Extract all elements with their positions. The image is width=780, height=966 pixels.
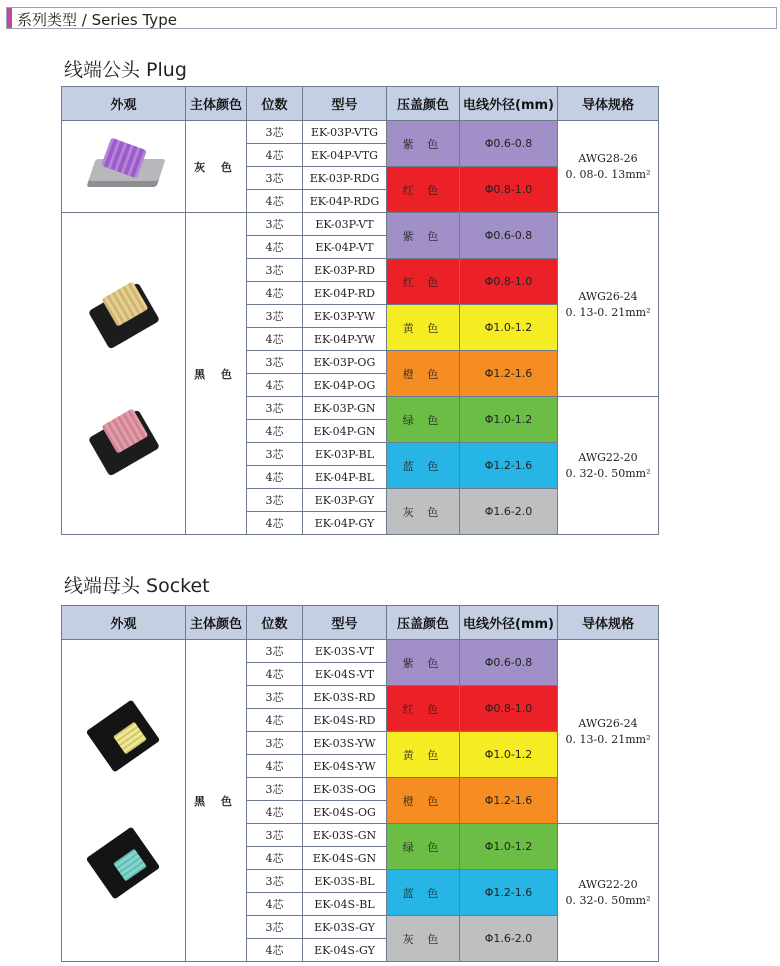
column-header: 电线外径(mm) <box>460 606 558 640</box>
wire-diameter-cell: Φ1.6-2.0 <box>460 916 558 962</box>
socket-section-title: 线端母头 Socket <box>64 575 210 597</box>
model-number-cell: EK-03P-VT <box>303 213 387 236</box>
model-number-cell: EK-04S-RD <box>303 709 387 732</box>
column-header: 位数 <box>247 606 303 640</box>
column-header: 主体颜色 <box>186 87 247 121</box>
column-header: 压盖颜色 <box>387 87 460 121</box>
pin-count-cell: 3芯 <box>247 916 303 939</box>
model-number-cell: EK-03P-RD <box>303 259 387 282</box>
wire-diameter-cell: Φ1.2-1.6 <box>460 351 558 397</box>
pin-count-cell: 4芯 <box>247 801 303 824</box>
cap-color-cell: 灰 色 <box>387 489 460 535</box>
conductor-spec-cell <box>558 121 659 213</box>
pin-count-cell: 3芯 <box>247 167 303 190</box>
plug-section-title: 线端公头 Plug <box>64 59 187 81</box>
column-header: 型号 <box>303 606 387 640</box>
pin-count-cell: 3芯 <box>247 443 303 466</box>
black-pink-plug-photo <box>89 401 159 473</box>
cap-color-cell: 紫 色 <box>387 640 460 686</box>
wire-diameter-cell: Φ0.8-1.0 <box>460 686 558 732</box>
model-number-cell: EK-04S-YW <box>303 755 387 778</box>
column-header: 外观 <box>62 606 186 640</box>
column-header: 位数 <box>247 87 303 121</box>
series-type-bar <box>6 7 777 29</box>
wire-diameter-cell: Φ0.6-0.8 <box>460 640 558 686</box>
pin-count-cell: 4芯 <box>247 328 303 351</box>
pin-count-cell: 3芯 <box>247 778 303 801</box>
model-number-cell: EK-04P-OG <box>303 374 387 397</box>
wire-diameter-cell: Φ0.8-1.0 <box>460 259 558 305</box>
model-number-cell: EK-03S-YW <box>303 732 387 755</box>
socket-spec-table <box>61 605 659 962</box>
wire-diameter-cell: Φ1.0-1.2 <box>460 305 558 351</box>
model-number-cell: EK-04S-GY <box>303 939 387 962</box>
column-header: 压盖颜色 <box>387 606 460 640</box>
cap-color-cell: 红 色 <box>387 686 460 732</box>
black-yellow-plug-photo <box>89 274 159 346</box>
series-accent-bar <box>7 8 12 28</box>
model-number-cell: EK-04P-VT <box>303 236 387 259</box>
pin-count-cell: 3芯 <box>247 213 303 236</box>
wire-diameter-cell: Φ1.2-1.6 <box>460 870 558 916</box>
conductor-spec-line: AWG22-20 <box>578 877 638 891</box>
pin-count-cell: 3芯 <box>247 686 303 709</box>
cap-color-cell: 红 色 <box>387 167 460 213</box>
conductor-spec-cell <box>558 640 659 824</box>
cap-color-cell: 红 色 <box>387 259 460 305</box>
wire-diameter-cell: Φ0.8-1.0 <box>460 167 558 213</box>
pin-count-cell: 4芯 <box>247 236 303 259</box>
cap-color-cell: 紫 色 <box>387 121 460 167</box>
wire-diameter-cell: Φ0.6-0.8 <box>460 213 558 259</box>
wire-diameter-cell: Φ1.0-1.2 <box>460 824 558 870</box>
pin-count-cell: 3芯 <box>247 732 303 755</box>
model-number-cell: EK-04P-RDG <box>303 190 387 213</box>
model-number-cell: EK-04S-VT <box>303 663 387 686</box>
header-row <box>62 87 659 121</box>
model-number-cell: EK-03P-BL <box>303 443 387 466</box>
pin-count-cell: 3芯 <box>247 351 303 374</box>
cap-color-cell: 蓝 色 <box>387 870 460 916</box>
column-header: 电线外径(mm) <box>460 87 558 121</box>
column-header: 型号 <box>303 87 387 121</box>
body-color-cell: 黑 色 <box>186 640 247 962</box>
product-image-cell <box>62 121 186 213</box>
conductor-spec-line: 0. 08-0. 13mm² <box>565 167 651 181</box>
pin-count-cell: 3芯 <box>247 870 303 893</box>
black-yellow-socket-photo <box>87 701 161 773</box>
model-number-cell: EK-03P-YW <box>303 305 387 328</box>
model-number-cell: EK-04P-BL <box>303 466 387 489</box>
model-number-cell: EK-03P-GY <box>303 489 387 512</box>
wire-diameter-cell: Φ1.2-1.6 <box>460 778 558 824</box>
model-number-cell: EK-04P-VTG <box>303 144 387 167</box>
model-number-cell: EK-04S-OG <box>303 801 387 824</box>
model-number-cell: EK-04P-GN <box>303 420 387 443</box>
body-color-cell: 灰 色 <box>186 121 247 213</box>
conductor-spec-line: 0. 32-0. 50mm² <box>565 466 651 480</box>
model-number-cell: EK-04S-GN <box>303 847 387 870</box>
cap-color-cell: 绿 色 <box>387 824 460 870</box>
body-color-cell: 黑 色 <box>186 213 247 535</box>
conductor-spec-cell <box>558 824 659 962</box>
pin-count-cell: 4芯 <box>247 374 303 397</box>
pin-count-cell: 4芯 <box>247 755 303 778</box>
table-row <box>62 640 659 663</box>
model-number-cell: EK-03S-GY <box>303 916 387 939</box>
pin-count-cell: 3芯 <box>247 259 303 282</box>
pin-count-cell: 3芯 <box>247 397 303 420</box>
gray-purple-plug-photo <box>83 137 165 197</box>
pin-count-cell: 4芯 <box>247 512 303 535</box>
wire-diameter-cell: Φ1.2-1.6 <box>460 443 558 489</box>
conductor-spec-line: AWG22-20 <box>578 450 638 464</box>
product-image-cell <box>62 640 186 962</box>
pin-count-cell: 3芯 <box>247 640 303 663</box>
pin-count-cell: 3芯 <box>247 824 303 847</box>
pin-count-cell: 3芯 <box>247 489 303 512</box>
model-number-cell: EK-03P-RDG <box>303 167 387 190</box>
wire-diameter-cell: Φ1.6-2.0 <box>460 489 558 535</box>
model-number-cell: EK-04P-YW <box>303 328 387 351</box>
pin-count-cell: 4芯 <box>247 282 303 305</box>
pin-count-cell: 4芯 <box>247 709 303 732</box>
model-number-cell: EK-03S-GN <box>303 824 387 847</box>
plug-spec-table <box>61 86 659 535</box>
conductor-spec-line: AWG26-24 <box>578 289 638 303</box>
series-type-title: 系列类型 / Series Type <box>17 11 177 29</box>
cap-color-cell: 紫 色 <box>387 213 460 259</box>
pin-count-cell: 3芯 <box>247 305 303 328</box>
pin-count-cell: 4芯 <box>247 144 303 167</box>
model-number-cell: EK-03P-VTG <box>303 121 387 144</box>
model-number-cell: EK-03P-OG <box>303 351 387 374</box>
pin-count-cell: 4芯 <box>247 847 303 870</box>
model-number-cell: EK-03S-RD <box>303 686 387 709</box>
conductor-spec-line: 0. 13-0. 21mm² <box>565 305 651 319</box>
model-number-cell: EK-03P-GN <box>303 397 387 420</box>
wire-diameter-cell: Φ0.6-0.8 <box>460 121 558 167</box>
cap-color-cell: 绿 色 <box>387 397 460 443</box>
cap-color-cell: 黄 色 <box>387 732 460 778</box>
cap-color-cell: 橙 色 <box>387 778 460 824</box>
wire-diameter-cell: Φ1.0-1.2 <box>460 397 558 443</box>
cap-color-cell: 黄 色 <box>387 305 460 351</box>
wire-diameter-cell: Φ1.0-1.2 <box>460 732 558 778</box>
conductor-spec-cell <box>558 397 659 535</box>
conductor-spec-line: 0. 13-0. 21mm² <box>565 732 651 746</box>
model-number-cell: EK-04P-RD <box>303 282 387 305</box>
pin-count-cell: 4芯 <box>247 939 303 962</box>
model-number-cell: EK-04S-BL <box>303 893 387 916</box>
column-header: 导体规格 <box>558 606 659 640</box>
table-row <box>62 121 659 144</box>
column-header: 导体规格 <box>558 87 659 121</box>
conductor-spec-line: AWG28-26 <box>578 151 638 165</box>
pin-count-cell: 4芯 <box>247 893 303 916</box>
cap-color-cell: 蓝 色 <box>387 443 460 489</box>
header-row <box>62 606 659 640</box>
conductor-spec-line: 0. 32-0. 50mm² <box>565 893 651 907</box>
pin-count-cell: 4芯 <box>247 190 303 213</box>
model-number-cell: EK-04P-GY <box>303 512 387 535</box>
model-number-cell: EK-03S-VT <box>303 640 387 663</box>
product-image-cell <box>62 213 186 535</box>
model-number-cell: EK-03S-OG <box>303 778 387 801</box>
conductor-spec-line: AWG26-24 <box>578 716 638 730</box>
cap-color-cell: 橙 色 <box>387 351 460 397</box>
pin-count-cell: 4芯 <box>247 466 303 489</box>
table-row <box>62 213 659 236</box>
conductor-spec-cell <box>558 213 659 397</box>
column-header: 主体颜色 <box>186 606 247 640</box>
model-number-cell: EK-03S-BL <box>303 870 387 893</box>
column-header: 外观 <box>62 87 186 121</box>
black-cyan-socket-photo <box>87 828 161 900</box>
pin-count-cell: 4芯 <box>247 663 303 686</box>
cap-color-cell: 灰 色 <box>387 916 460 962</box>
pin-count-cell: 3芯 <box>247 121 303 144</box>
pin-count-cell: 4芯 <box>247 420 303 443</box>
